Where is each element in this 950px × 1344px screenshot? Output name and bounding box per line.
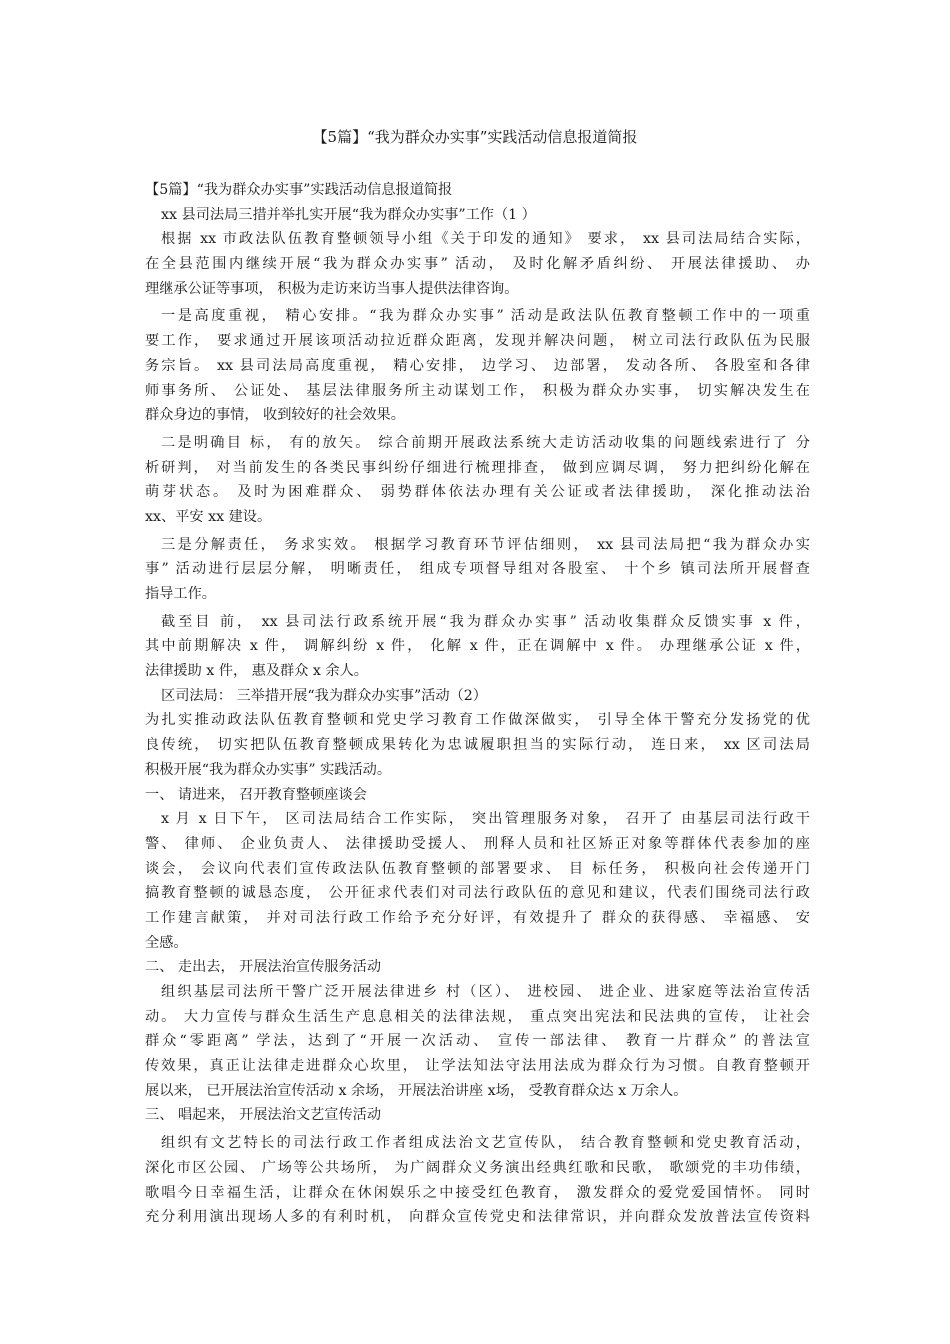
text-line: 警、 律师、 企业负责人、 法律援助受援人、 刑释人员和社区矫正对象等群体代表参加的座 — [145, 835, 810, 852]
text-line: 深化市区公园、 广场等公共场所， 为广阔群众义务演出经典红歌和民歌， 歌颂党的丰功伟绩， — [145, 1159, 810, 1176]
text-line: x 月 x 日下午， 区司法局结合工作实际， 突出管理服务对象， 召开了 由基层司法行政干 — [161, 811, 810, 828]
text-line: 充分利用演出现场人多的有利时机， 向群众宣传党史和法律常识，并向群众发放普法宣传资料 — [145, 1209, 810, 1226]
text-line: xx、平安 xx 建设。 — [145, 508, 272, 525]
text-line: 要工作， 要求通过开展该项活动拉近群众距离，发现并解决问题， 树立司法行政队伍为民服 — [145, 333, 810, 350]
text-line: xx 县司法局三措并举扎实开展“我为群众办实事”工作（1 ） — [161, 206, 536, 223]
document-body — [145, 178, 810, 1230]
text-line: 谈会， 会议向代表们宣传政法队伍教育整顿的部署要求、 目 标任务， 积极向社会传递开门 — [145, 860, 810, 877]
text-line: 法律援助 x 件， 惠及群众 x 余人。 — [145, 663, 368, 680]
text-line: 区司法局： 三举措开展“我为群众办实事”活动（2） — [161, 687, 487, 704]
text-line: 析研判， 对当前发生的各类民事纠纷仔细进行梳理排查， 做到应调尽调， 努力把纠纷化解在 — [145, 459, 810, 476]
text-line: 展以来， 已开展法治宣传活动 x 余场， 开展法治讲座 x场， 受教育群众达 x 万余人。 — [145, 1082, 688, 1099]
text-line: 搞教育整顿的诚恳态度， 公开征求代表们对司法行政队伍的意见和建议，代表们围绕司法行政 — [145, 885, 810, 902]
text-line: 工作建言献策， 并对司法行政工作给予充分好评，有效提升了 群众的获得感、 幸福感、 安 — [145, 909, 810, 926]
text-line: 组织有文艺特长的司法行政工作者组成法治文艺宣传队， 结合教育整顿和党史教育活动， — [161, 1135, 810, 1152]
text-line: 传效果，真正让法律走进群众心坎里， 让学法知法守法用法成为群众行为习惯。自教育整顿开 — [145, 1058, 810, 1075]
text-line: 截至目 前， xx 县司法行政系统开展“我为群众办实事” 活动收集群众反馈实事 x 件， — [161, 613, 810, 630]
text-line: 一是高度重视， 精心安排。“我为群众办实事” 活动是政法队伍教育整顿工作中的一项重 — [161, 308, 810, 325]
text-line: 指导工作。 — [145, 586, 216, 602]
text-line: 理继承公证等事项， 积极为走访来访当事人提供法律咨询。 — [145, 280, 519, 297]
text-line: 动。 大力宣传与群众生活生产息息相关的法律法规， 重点突出宪法和民法典的宣传， 让社会 — [145, 1008, 810, 1025]
text-line: 二、 走出去， 开展法治宣传服务活动 — [145, 959, 382, 976]
text-line: 三、 唱起来， 开展法治文艺宣传活动 — [145, 1107, 382, 1124]
text-line: 组织基层司法所干警广泛开展法律进乡 村（区）、 进校园、 进企业、进家庭等法治宣传活 — [161, 984, 810, 1000]
page-title: 【5篇】“我为群众办实事”实践活动信息报道简报 — [312, 128, 638, 146]
text-line: 在全县范围内继续开展“我为群众办实事” 活动， 及时化解矛盾纠纷、 开展法律援助、 办 — [145, 256, 810, 273]
text-line: 根据 xx 市政法队伍教育整顿领导小组《关于印发的通知》 要求， xx 县司法局结合实际， — [161, 231, 810, 248]
text-line: 事” 活动进行层层分解， 明晰责任， 组成专项督导组对各股室、 十个乡 镇司法所开展督查 — [145, 561, 810, 578]
text-line: 群众身边的事情， 收到较好的社会效果。 — [145, 407, 405, 424]
text-line: 为扎实推动政法队伍教育整顿和党史学习教育工作做深做实， 引导全体干警充分发扬党的优 — [145, 712, 810, 729]
text-line: 全感。 — [145, 934, 188, 951]
text-line: 歌唱今日幸福生活，让群众在休闲娱乐之中接受红色教育， 激发群众的爱党爱国情怀。 同时 — [145, 1184, 810, 1201]
text-line: 二是明确目 标， 有的放矢。 综合前期开展政法系统大走访活动收集的问题线索进行了 分 — [161, 434, 810, 451]
text-line: 务宗旨。 xx 县司法局高度重视， 精心安排， 边学习、 边部署， 发动各所、 各股室和各律 — [145, 357, 810, 374]
text-line: 良传统， 切实把队伍教育整顿成果转化为忠诚履职担当的实际行动， 连日来， xx 区司法局 — [145, 737, 810, 754]
text-line: 其中前期解决 x 件， 调解纠纷 x 件， 化解 x 件，正在调解中 x 件。 办理继承公证 x 件， — [145, 638, 810, 655]
text-line: 一、 请进来， 召开教育整顿座谈会 — [145, 786, 367, 803]
text-line: 三是分解责任， 务求实效。 根据学习教育环节评估细则， xx 县司法局把“我为群众办实 — [161, 536, 810, 553]
text-line: 群众“零距离” 学法，达到了“开展一次活动、 宣传一部法律、 教育一片群众” 的普法宣 — [145, 1033, 810, 1050]
text-line: 萌芽状态。 及时为困难群众、 弱势群体依法办理有关公证或者法律援助， 深化推动法治 — [145, 484, 810, 501]
text-line: 师事务所、 公证处、 基层法律服务所主动谋划工作， 积极为群众办实事， 切实解决发生在 — [145, 382, 810, 399]
text-line: 【5篇】“我为群众办实事”实践活动信息报道简报 — [145, 182, 453, 198]
text-line: 积极开展“我为群众办实事” 实践活动。 — [145, 761, 392, 778]
